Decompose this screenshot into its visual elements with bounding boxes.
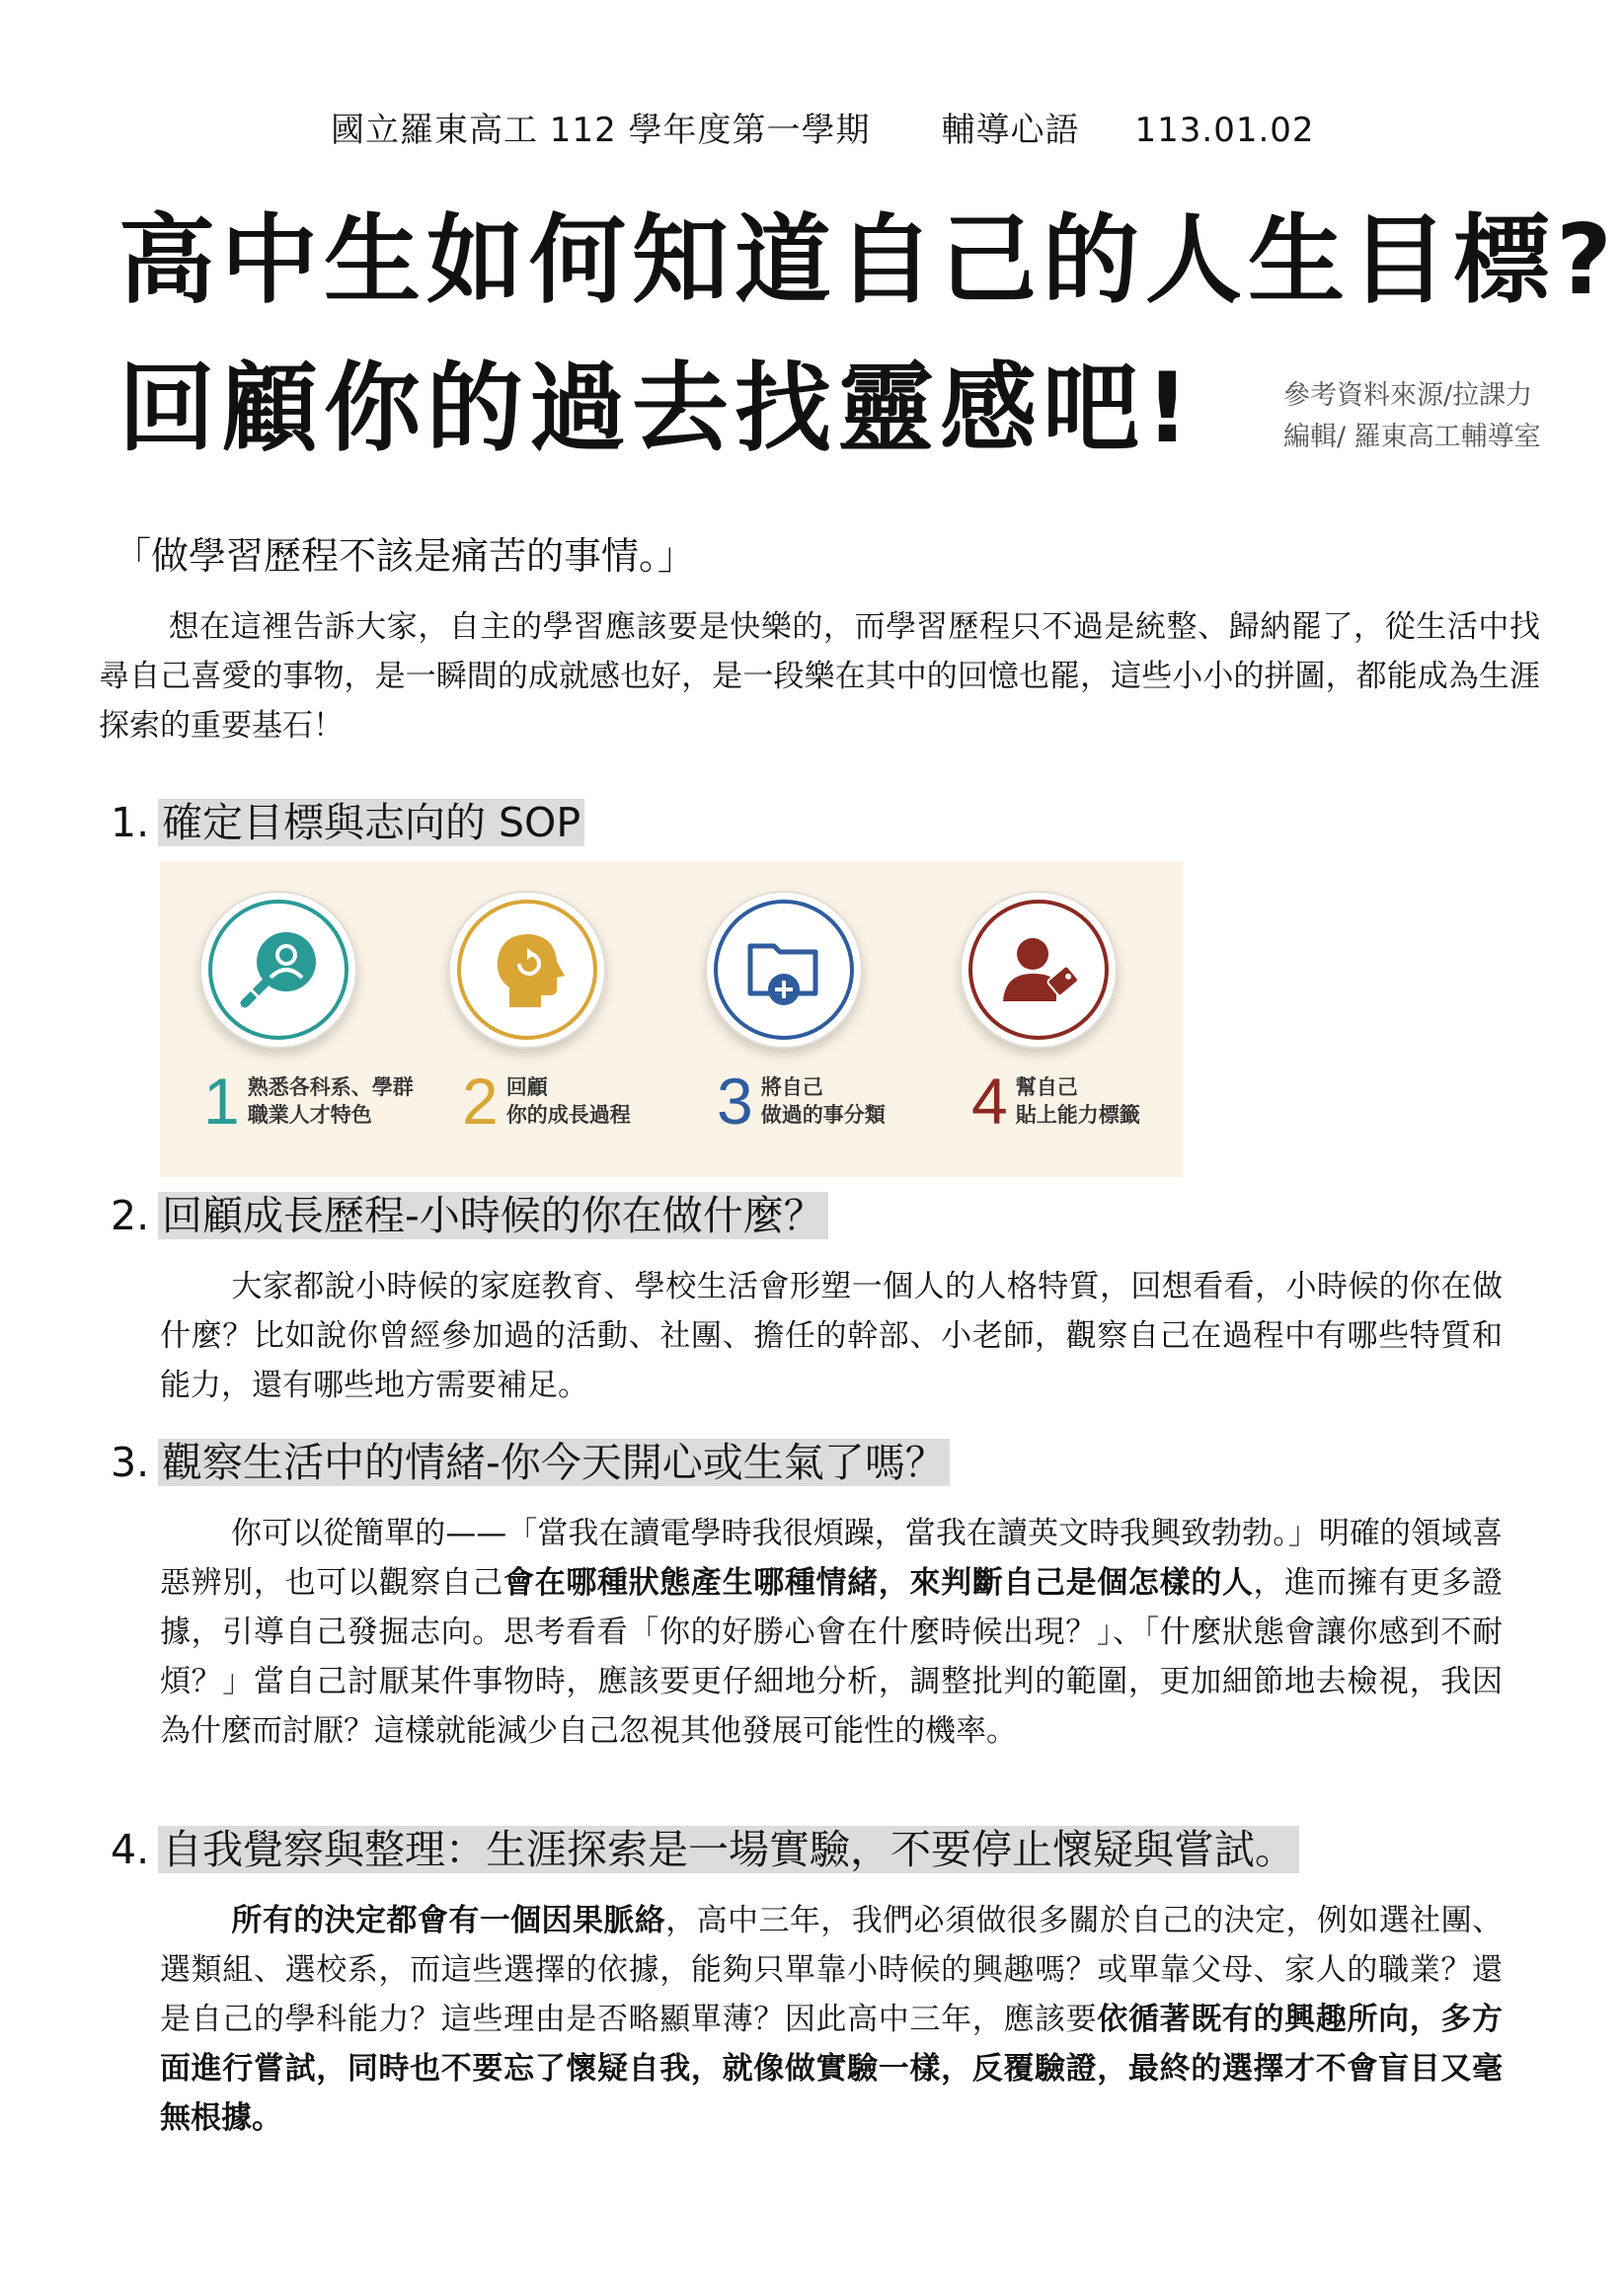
- step-3-label: [717, 1065, 886, 1138]
- step-1-label: [203, 1065, 414, 1138]
- folder-add-icon: [736, 922, 831, 1017]
- school-term: 國立羅東高工 112 學年度第一學期: [331, 111, 871, 150]
- person-tag-icon: [991, 922, 1086, 1017]
- credits: [1283, 375, 1541, 458]
- source-credit: 參考資料來源/拉課力: [1283, 380, 1533, 411]
- step-2-badge: [448, 891, 606, 1049]
- page-title-line1: 高中生如何知道自己的人生目標?: [118, 204, 1618, 317]
- search-person-icon: [231, 922, 326, 1017]
- section-3-emphasis: 會在哪種狀態產生哪種情緒，來判斷自己是個怎樣的人: [503, 1565, 1254, 1601]
- step-text: 熟悉各科系、學群 職業人才特色: [247, 1075, 414, 1127]
- section-number: 4.: [111, 1826, 150, 1873]
- section-2-paragraph: [160, 1262, 1503, 1410]
- step-text: 回顧 你的成長過程: [505, 1075, 631, 1127]
- step-text: 將自己 做過的事分類: [760, 1075, 886, 1127]
- step-4-label: [971, 1065, 1140, 1138]
- step-3-badge: [705, 891, 863, 1049]
- header-line: [331, 103, 1315, 151]
- section-title: 回顧成長歷程-小時候的你在做什麼？: [158, 1192, 828, 1239]
- step-number: 4: [971, 1065, 1008, 1138]
- section-title: 觀察生活中的情緒-你今天開心或生氣了嗎？: [158, 1439, 950, 1486]
- step-1-ring: [208, 900, 348, 1040]
- head-refresh-icon: [480, 922, 575, 1017]
- section-number: 3.: [111, 1439, 150, 1486]
- step-4-badge: [960, 891, 1118, 1049]
- step-4-ring: [968, 900, 1109, 1040]
- section-3-text-a: 你可以從簡單的——「當我在讀電學時我很煩躁，當我在讀英文時我興致勃勃。」明確的領域喜惡辨別，也可以觀察自己: [160, 1516, 1503, 1601]
- column-name: 輔導心語: [941, 111, 1080, 150]
- step-2-ring: [457, 900, 597, 1040]
- step-1-badge: [199, 891, 357, 1049]
- section-4-emphasis-c: 依循著既有的興趣所向，多方面進行嘗試，同時也不要忘了懷疑自我，就像做實驗一樣，反覆驗證，最終的選擇才不會盲目又毫無根據。: [160, 2002, 1504, 2136]
- step-number: 1: [203, 1065, 240, 1138]
- section-3-text-c: ，進而擁有更多證據，引導自己發掘志向。思考看看「你的好勝心會在什麼時候出現？」、「什麼狀態會讓你感到不耐煩？」當自己討厭某件事物時，應該要更仔細地分析，調整批判的範圍，更加細節地去檢視，我因為什麼而討厭？這樣就能減少自己忽視其他發展可能性的機率。: [160, 1565, 1504, 1749]
- section-3-paragraph: [160, 1509, 1503, 1756]
- section-4-emphasis-a: 所有的決定都會有一個因果脈絡: [231, 1903, 666, 1938]
- section-title: 確定目標與志向的 SOP: [158, 799, 584, 846]
- step-number: 3: [717, 1065, 753, 1138]
- intro-text: 想在這裡告訴大家，自主的學習應該要是快樂的，而學習歷程只不過是統整、歸納罷了，從生活中找尋自己喜愛的事物，是一瞬間的成就感也好，是一段樂在其中的回憶也罷，這些小小的拼圖，都能成為生涯探索的重要基石！: [99, 609, 1540, 744]
- intro-paragraph: [99, 602, 1540, 750]
- issue-date: 113.01.02: [1134, 111, 1315, 150]
- section-heading-3: [111, 1430, 950, 1488]
- section-heading-4: [111, 1817, 1299, 1875]
- step-3-ring: [714, 900, 854, 1040]
- lead-quote: 「做學習歷程不該是痛苦的事情。」: [114, 534, 696, 578]
- sop-graphic: [160, 861, 1183, 1177]
- section-heading-1: [111, 790, 584, 848]
- step-text: 幫自己 貼上能力標籤: [1015, 1075, 1140, 1127]
- section-title: 自我覺察與整理：生涯探索是一場實驗，不要停止懷疑與嘗試。: [158, 1826, 1299, 1873]
- section-4-text-b: ，高中三年，我們必須做很多關於自己的決定，例如選社團、選類組、選校系，而這些選擇的依據，能夠只單靠小時候的興趣嗎？或單靠父母、家人的職業？還是自己的學科能力？這些理由是否略顯單薄？因此高中三年，應該要: [160, 1903, 1503, 2037]
- editor-credit: 編輯/ 羅東高工輔導室: [1283, 422, 1541, 452]
- step-2-label: [462, 1065, 631, 1138]
- step-number: 2: [462, 1065, 499, 1138]
- section-2-text: 大家都說小時候的家庭教育、學校生活會形塑一個人的人格特質，回想看看，小時候的你在做什麼？比如說你曾經參加過的活動、社團、擔任的幹部、小老師，觀察自己在過程中有哪些特質和能力，還有哪些地方需要補足。: [160, 1269, 1503, 1403]
- section-4-paragraph: [160, 1896, 1503, 2143]
- section-number: 2.: [111, 1192, 150, 1239]
- page-title-line2: 回顧你的過去找靈感吧!: [118, 353, 1196, 465]
- section-number: 1.: [111, 799, 150, 846]
- section-heading-2: [111, 1183, 828, 1241]
